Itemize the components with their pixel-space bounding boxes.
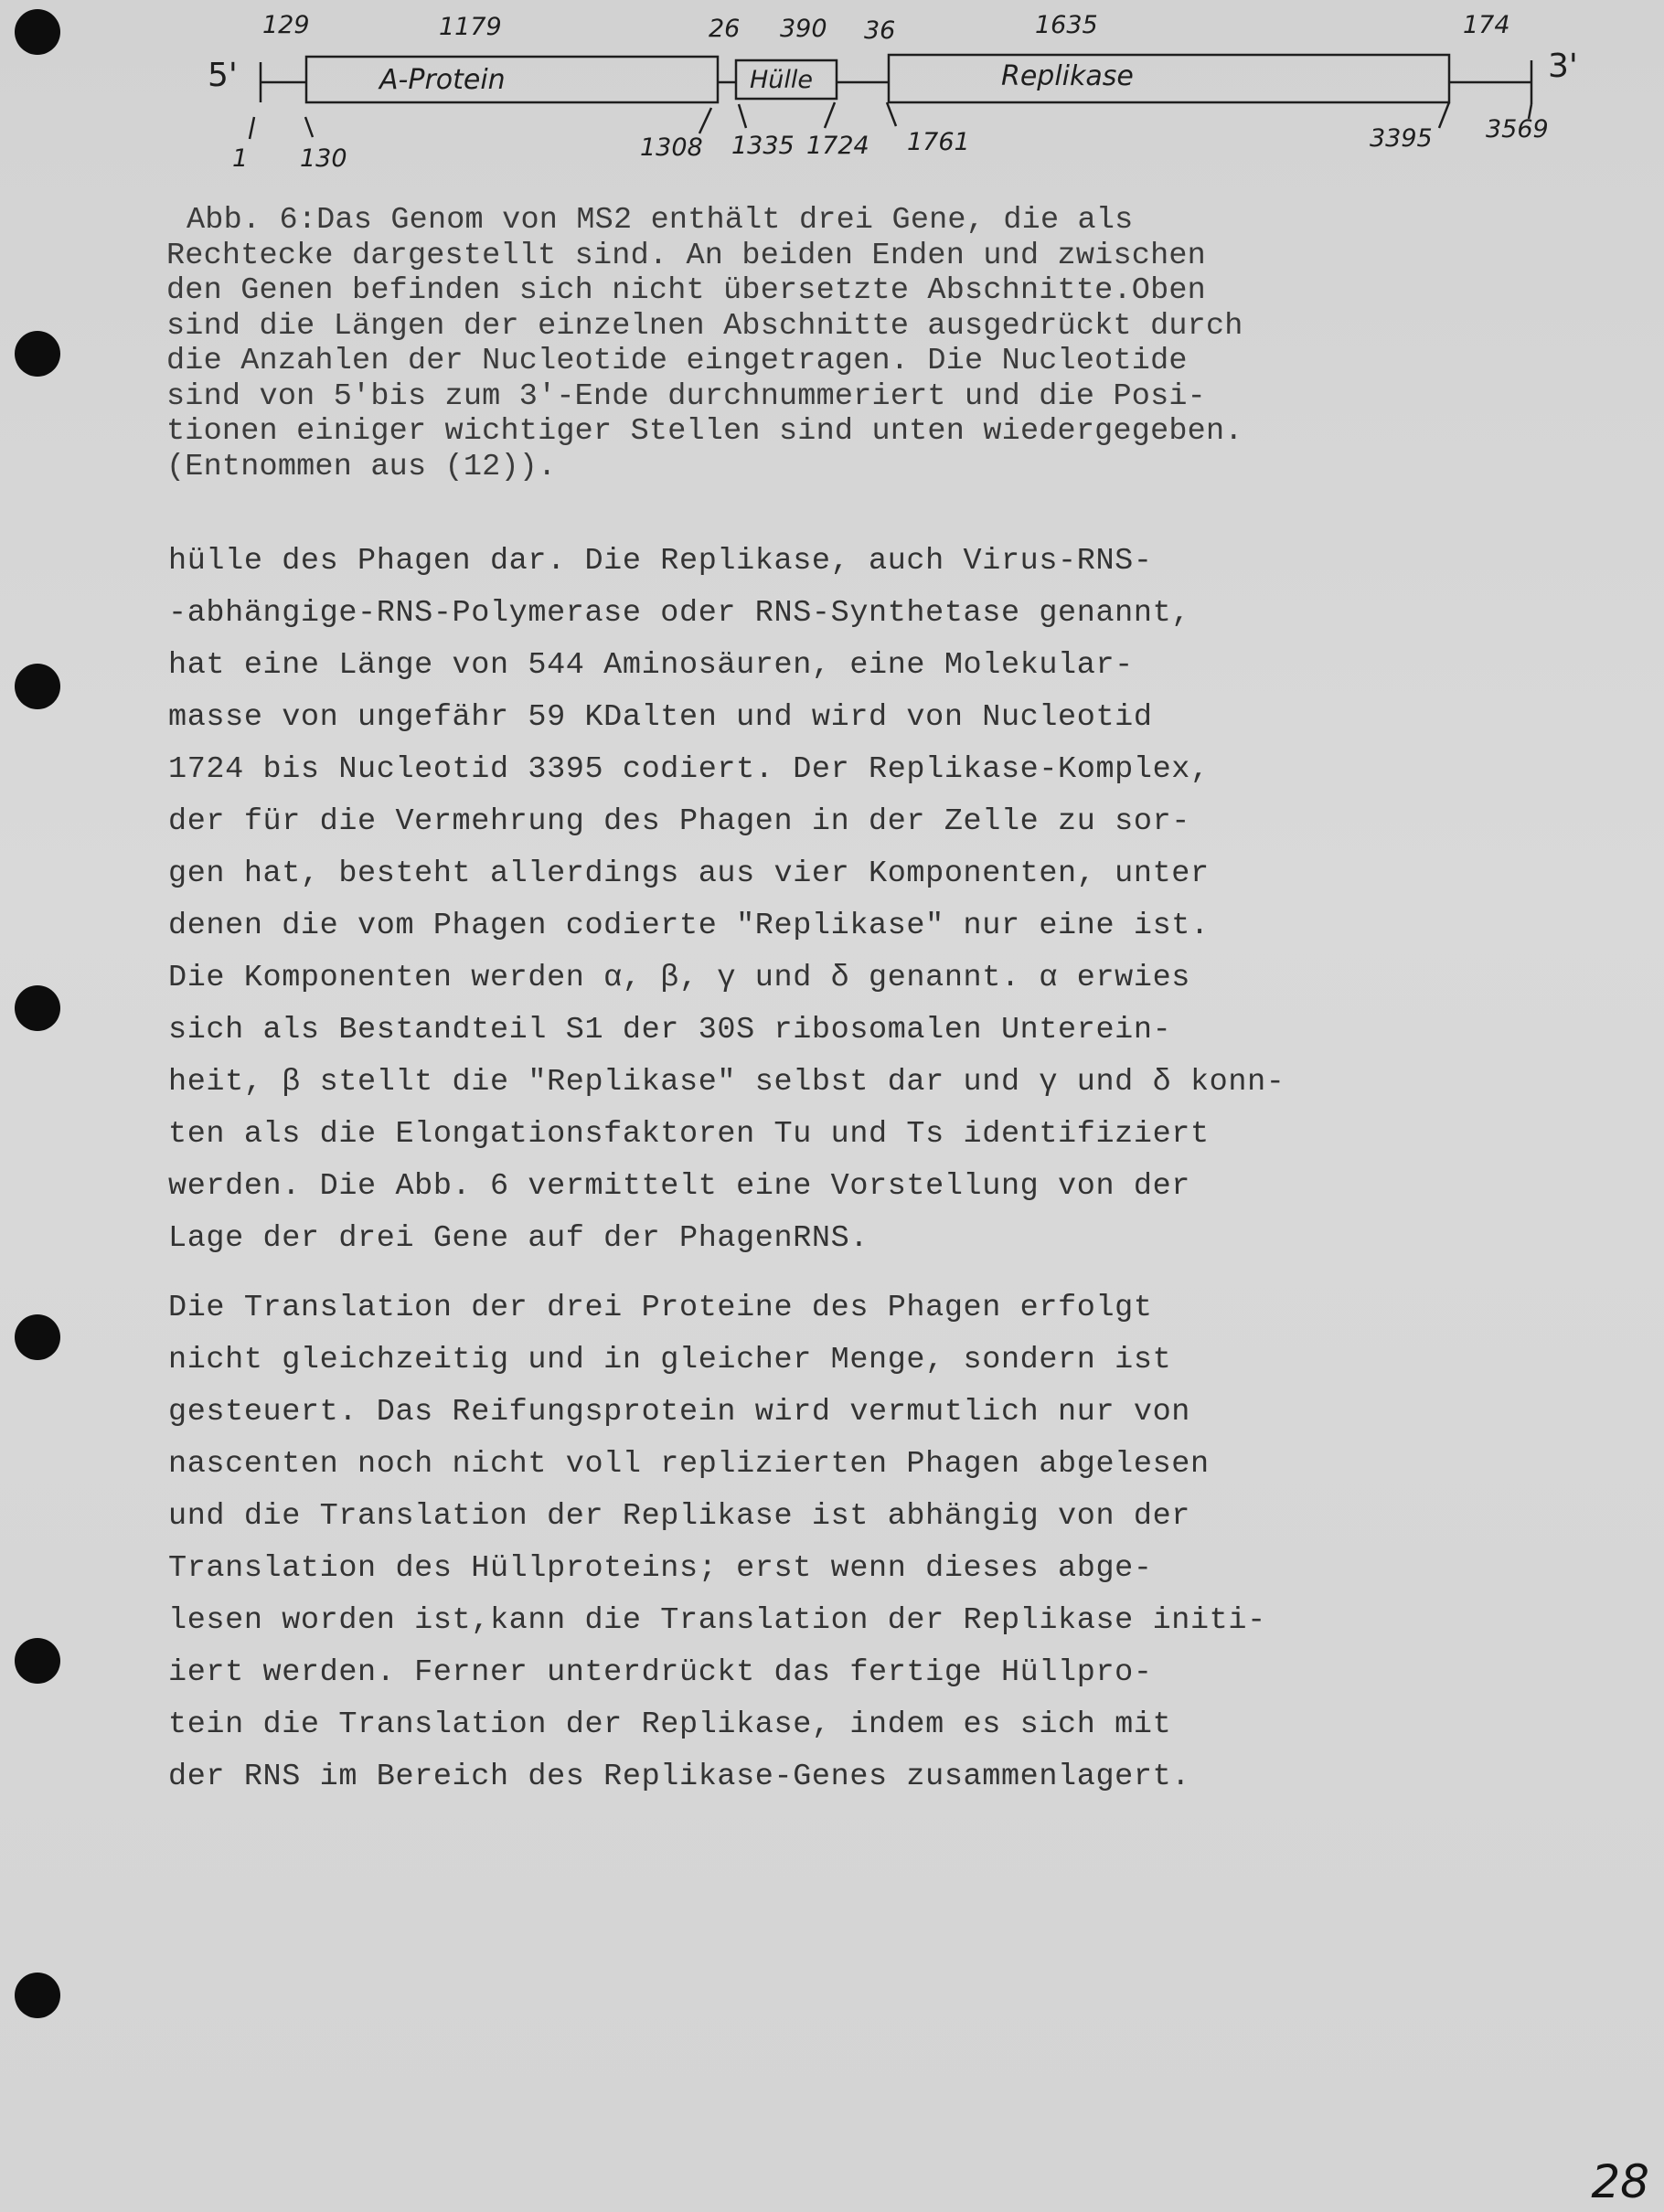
caption-line: sind von 5'bis zum 3'-Ende durchnummeriert und die Posi-	[166, 378, 1206, 414]
text-line: Lage der drei Gene auf der PhagenRNS.	[168, 1221, 869, 1256]
text-line: 1724 bis Nucleotid 3395 codiert. Der Replikase-Komplex,	[168, 752, 1210, 787]
page-number: 28	[1591, 2155, 1649, 2208]
length-label: 1179	[439, 13, 502, 41]
text-line: der RNS im Bereich des Replikase-Genes zusammenlagert.	[168, 1760, 1190, 1794]
position-label: 1	[232, 144, 249, 173]
caption-line: tionen einiger wichtiger Stellen sind unten wiedergegeben.	[166, 414, 1243, 449]
text-line: Die Komponenten werden α, β, γ und δ genannt. α erwies	[168, 961, 1190, 995]
caption-line: die Anzahlen der Nucleotide eingetragen. Die Nucleotide	[166, 344, 1188, 378]
text-line: masse von ungefähr 59 KDalten und wird von Nucleotid	[168, 700, 1153, 735]
punch-hole-6	[15, 1638, 60, 1684]
punch-hole-3	[15, 664, 60, 709]
gene-label-a-protein: A-Protein	[379, 64, 506, 96]
position-label: 3569	[1486, 115, 1549, 144]
text-line: der für die Vermehrung des Phagen in der Zelle zu sor-	[168, 804, 1190, 839]
punch-hole-4	[15, 985, 60, 1031]
gene-box-replikase	[889, 55, 1449, 102]
punch-hole-1	[15, 9, 60, 55]
position-label: 1308	[640, 133, 703, 162]
length-label: 129	[262, 11, 310, 39]
gene-box-a-protein	[306, 57, 718, 102]
figure-caption	[166, 203, 1428, 484]
gene-label-huelle: Hülle	[750, 66, 814, 94]
caption-line: sind die Längen der einzelnen Abschnitte ausgedrückt durch	[166, 308, 1243, 344]
text-line: hülle des Phagen dar. Die Replikase, auch Virus-RNS-	[168, 544, 1153, 579]
text-line: werden. Die Abb. 6 vermittelt eine Vorstellung von der	[168, 1169, 1190, 1204]
paragraph-2	[168, 1282, 1448, 1803]
text-line: gen hat, besteht allerdings aus vier Komponenten, unter	[168, 856, 1210, 891]
text-line: und die Translation der Replikase ist abhängig von der	[168, 1499, 1190, 1534]
position-label: 1724	[806, 132, 869, 160]
genome-diagram	[192, 0, 1600, 174]
text-line: lesen worden ist,kann die Translation der Replikase initi-	[168, 1603, 1266, 1638]
text-line: Translation des Hüllproteins; erst wenn dieses abge-	[168, 1551, 1153, 1586]
caption-line: den Genen befinden sich nicht übersetzte Abschnitte.Oben	[166, 273, 1206, 308]
three-prime-label: 3'	[1548, 48, 1578, 85]
length-label: 390	[780, 15, 827, 43]
text-line: -abhängige-RNS-Polymerase oder RNS-Synthetase genannt,	[168, 596, 1190, 631]
text-line: sich als Bestandteil S1 der 30S ribosomalen Unterein-	[168, 1013, 1172, 1048]
position-label: 3395	[1370, 124, 1433, 153]
text-line: heit, β stellt die "Replikase" selbst dar und γ und δ konn-	[168, 1065, 1285, 1100]
punch-hole-7	[15, 1973, 60, 2018]
text-line: nicht gleichzeitig und in gleicher Menge, sondern ist	[168, 1343, 1172, 1377]
caption-line: Rechtecke dargestellt sind. An beiden Enden und zwischen	[166, 238, 1206, 273]
text-line: Die Translation der drei Proteine des Phagen erfolgt	[168, 1291, 1153, 1325]
length-label: 174	[1463, 11, 1510, 39]
five-prime-label: 5'	[208, 57, 238, 94]
position-label: 1335	[731, 132, 795, 160]
text-line: denen die vom Phagen codierte "Replikase" nur eine ist.	[168, 909, 1210, 943]
gene-label-replikase: Replikase	[1001, 60, 1134, 92]
length-label: 26	[709, 15, 741, 43]
position-label: 130	[300, 144, 347, 173]
caption-line: Abb. 6:Das Genom von MS2 enthält drei Gene, die als	[187, 203, 1134, 238]
text-line: ten als die Elongationsfaktoren Tu und Ts identifiziert	[168, 1117, 1210, 1152]
text-line: nascenten noch nicht voll replizierten Phagen abgelesen	[168, 1447, 1210, 1482]
text-line: tein die Translation der Replikase, indem es sich mit	[168, 1707, 1172, 1742]
text-line: iert werden. Ferner unterdrückt das fertige Hüllpro-	[168, 1655, 1153, 1690]
punch-hole-5	[15, 1314, 60, 1360]
position-label: 1761	[907, 128, 970, 156]
punch-hole-2	[15, 331, 60, 377]
length-label: 1635	[1035, 11, 1098, 39]
text-line: gesteuert. Das Reifungsprotein wird vermutlich nur von	[168, 1395, 1190, 1430]
length-label: 36	[864, 16, 896, 45]
paragraph-1	[168, 536, 1448, 1265]
caption-line: (Entnommen aus (12)).	[166, 449, 557, 484]
text-line: hat eine Länge von 544 Aminosäuren, eine Molekular-	[168, 648, 1134, 683]
